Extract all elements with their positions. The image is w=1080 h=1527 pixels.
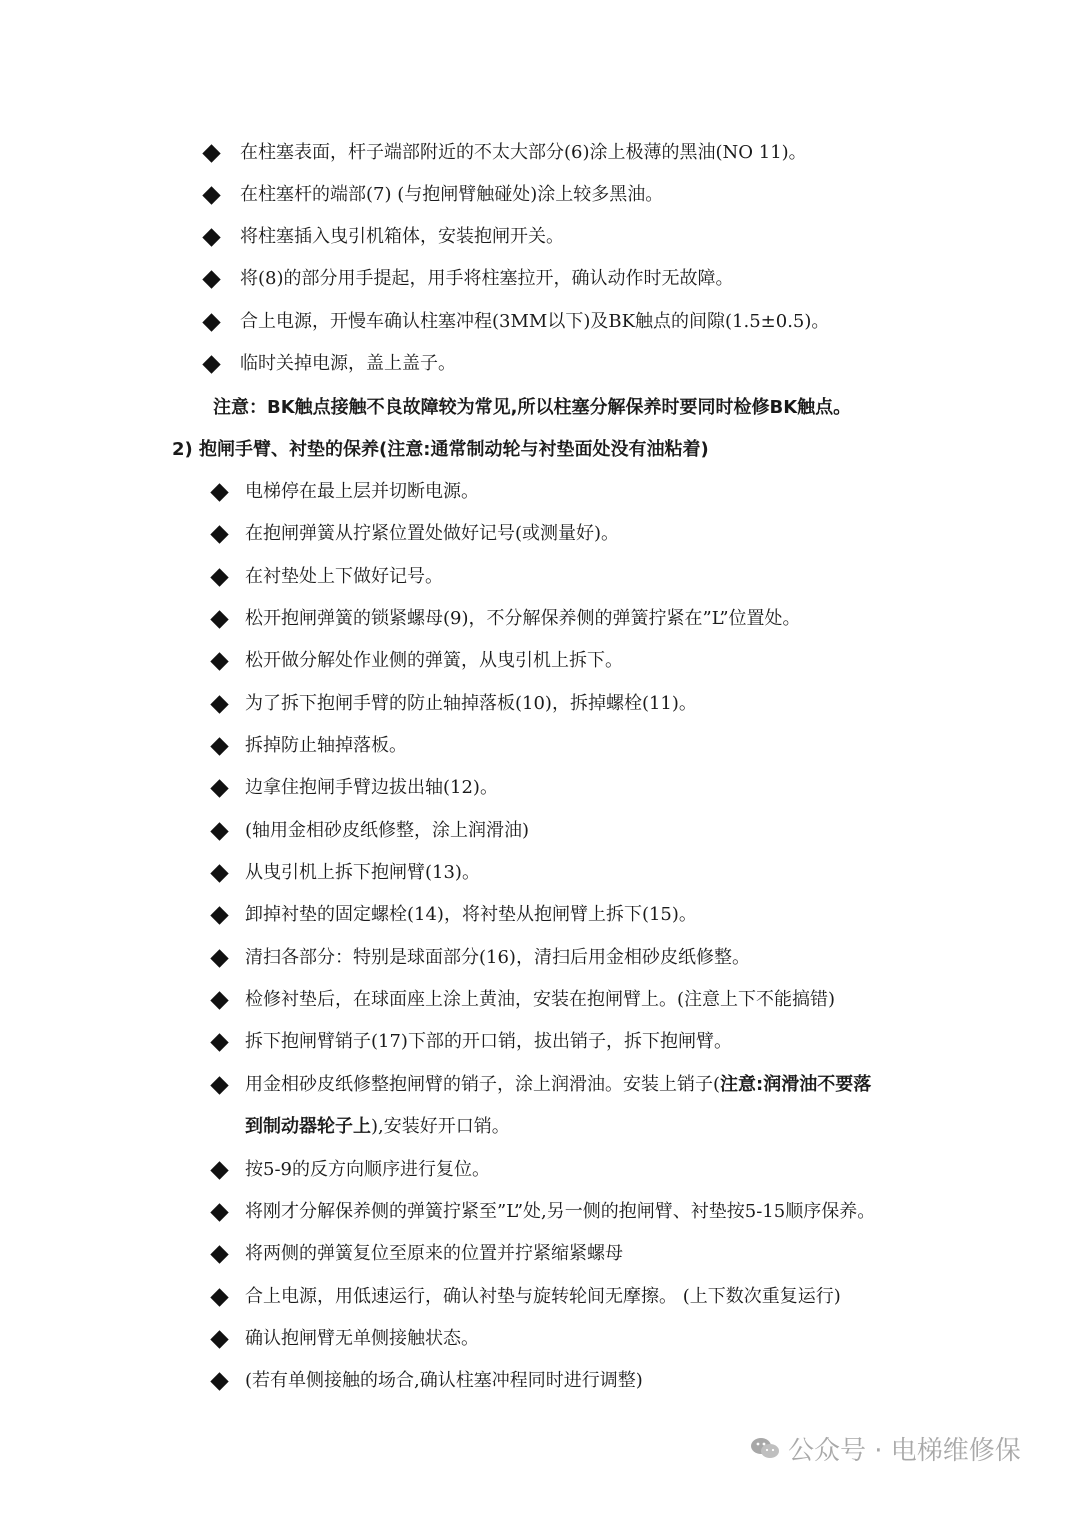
bullet-icon [210,906,228,924]
bullet-icon [210,949,228,967]
list-item: 拆下抱闸臂销子(17)下部的开口销，拔出销子，拆下抱闸臂。 [245,1031,732,1052]
list-item: 将柱塞插入曳引机箱体，安装抱闸开关。 [240,226,564,247]
bullet-icon [210,1161,228,1179]
list-item: 电梯停在最上层并切断电源。 [245,481,479,502]
bullet-icon [210,991,228,1009]
bullet-icon [202,186,220,204]
list-item: 按5-9的反方向顺序进行复位。 [245,1159,490,1180]
wechat-icon [750,1436,780,1460]
list-item: 卸掉衬垫的固定螺栓(14)，将衬垫从抱闸臂上拆下(15)。 [245,904,697,925]
bullet-icon [210,695,228,713]
list-item: 将两侧的弹簧复位至原来的位置并拧紧缩紧螺母 [245,1243,623,1264]
bullet-icon [210,1033,228,1051]
list-item: 将刚才分解保养侧的弹簧拧紧至”L”处,另一侧的抱闸臂、衬垫按5-15顺序保养。 [245,1201,876,1222]
list-item: 边拿住抱闸手臂边拔出轴(12)。 [245,777,498,798]
list-item: (轴用金相砂皮纸修整，涂上润滑油) [245,820,530,841]
note-text: 注意：BK触点接触不良故障较为常见,所以柱塞分解保养时要同时检修BK触点。 [213,397,852,418]
bullet-icon [202,313,220,331]
bullet-icon [202,228,220,246]
list-item: 为了拆下抱闸手臂的防止轴掉落板(10)，拆掉螺栓(11)。 [245,693,697,714]
section-heading: 2) 抱闸手臂、衬垫的保养(注意:通常制动轮与衬垫面处没有油粘着) [172,439,709,460]
bullet-icon [202,355,220,373]
note-inline: 注意:润滑油不要落 [720,1074,872,1095]
bullet-icon [210,737,228,755]
watermark-text: 公众号 · 电梯维修保 [788,1435,1021,1466]
bullet-icon [210,864,228,882]
bullet-icon [210,610,228,628]
bullet-icon [210,1330,228,1348]
bullet-icon [210,568,228,586]
bullet-icon [210,822,228,840]
list-item-text: ),安装好开口销。 [371,1116,510,1137]
list-item: (若有单侧接触的场合,确认柱塞冲程同时进行调整) [245,1370,643,1391]
bullet-icon [210,779,228,797]
list-item: 在抱闸弹簧从拧紧位置处做好记号(或测量好)。 [245,523,620,544]
list-item [245,1072,871,1098]
bullet-icon [210,1245,228,1263]
note-inline: 到制动器轮子上 [245,1116,371,1137]
list-item: 在柱塞杆的端部(7) (与抱闸臂触碰处)涂上较多黑油。 [240,184,664,205]
bullet-icon [202,144,220,162]
list-item: 确认抱闸臂无单侧接触状态。 [245,1328,479,1349]
list-item-continuation [245,1114,510,1140]
list-item: 将(8)的部分用手提起，用手将柱塞拉开，确认动作时无故障。 [240,268,734,289]
list-item: 松开抱闸弹簧的锁紧螺母(9)，不分解保养侧的弹簧拧紧在”L”位置处。 [245,608,801,629]
bullet-icon [210,652,228,670]
list-item: 拆掉防止轴掉落板。 [245,735,407,756]
list-item: 清扫各部分：特别是球面部分(16)，清扫后用金相砂皮纸修整。 [245,947,750,968]
watermark [750,1428,1021,1468]
list-item-text: 用金相砂皮纸修整抱闸臂的销子，涂上润滑油。安装上销子( [245,1074,721,1095]
bullet-icon [202,270,220,288]
list-item: 合上电源，开慢车确认柱塞冲程(3MM以下)及BK触点的间隙(1.5±0.5)。 [240,311,830,332]
list-item: 在柱塞表面，杆子端部附近的不太大部分(6)涂上极薄的黑油(NO 11)。 [240,142,807,163]
bullet-icon [210,1203,228,1221]
bullet-icon [210,525,228,543]
list-item: 合上电源，用低速运行，确认衬垫与旋转轮间无摩擦。 (上下数次重复运行) [245,1286,841,1307]
list-item: 在衬垫处上下做好记号。 [245,566,443,587]
list-item: 从曳引机上拆下抱闸臂(13)。 [245,862,480,883]
bullet-icon [210,483,228,501]
bullet-icon [210,1288,228,1306]
list-item: 松开做分解处作业侧的弹簧，从曳引机上拆下。 [245,650,623,671]
bullet-icon [210,1076,228,1094]
list-item: 检修衬垫后，在球面座上涂上黄油，安装在抱闸臂上。(注意上下不能搞错) [245,989,836,1010]
list-item: 临时关掉电源，盖上盖子。 [240,353,456,374]
bullet-icon [210,1372,228,1390]
